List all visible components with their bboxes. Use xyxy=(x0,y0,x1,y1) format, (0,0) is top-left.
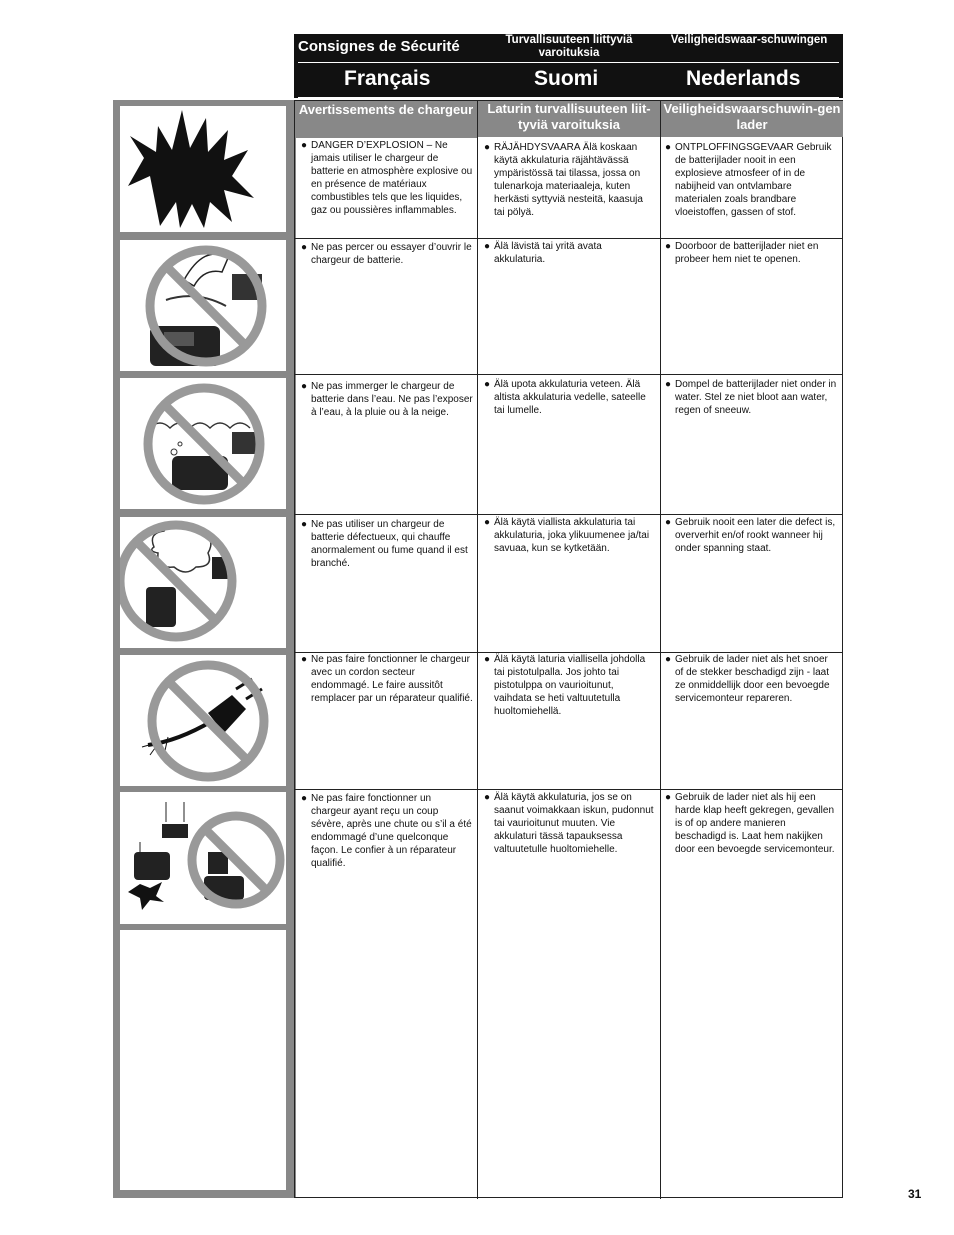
icon-cell-3 xyxy=(120,378,286,509)
icon-column xyxy=(113,100,296,1198)
row-6-fr: ● Ne pas faire fonctionner un chargeur ayant reçu un coup sévère, après une chute ou s’il a été endommagé d’une quelconque façon. Le confier à un réparateur qualifié. xyxy=(301,793,472,869)
explosion-icon xyxy=(120,106,286,232)
column-divider xyxy=(477,101,478,1199)
row-divider xyxy=(295,514,842,515)
row-3-fr: ● Ne pas immerger le chargeur de batterie dans l’eau. Ne pas l’exposer à l’eau, à la pluie ou à la neige. xyxy=(301,381,473,418)
row-4-fi: ● Älä käytä viallista akkulaturia tai akkulaturia, joka ylikuumenee ja/tai savuaa, kun se kytketään. xyxy=(484,517,650,554)
row-4-fr: ● Ne pas utiliser un chargeur de batterie défectueux, qui chauffe anormalement ou fume quand il est branché. xyxy=(301,519,468,569)
icon-cell-5 xyxy=(120,655,286,786)
language-finnish: Suomi xyxy=(534,67,599,90)
row-1-fi: ● RÄJÄHDYSVAARA Älä koskaan käytä akkulaturia räjähtävässä ympäristössä tai tilassa, jossa on tulenarkoja materiaaleja, kuten herkästi syttyviä nesteitä, kaasuja tai pölyä. xyxy=(484,142,643,218)
language-dutch: Nederlands xyxy=(686,67,801,90)
header-title-fi: Turvallisuuteen liittyviä varoituksia xyxy=(505,34,633,59)
row-divider xyxy=(295,238,842,239)
header-title-nl: Veiligheidswaar-schuwingen xyxy=(670,34,828,46)
no-water-icon xyxy=(120,378,286,509)
column-header-nl: Veiligheidswaarschuwin-gen lader xyxy=(661,101,843,137)
column-header-fr: Avertissements de chargeur xyxy=(295,101,477,138)
language-french: Français xyxy=(344,67,431,90)
row-5-nl: ● Gebruik de lader niet als het snoer of de stekker beschadigd zijn - laat ze onmiddellijk door een bevoegde servicemonteur repareren. xyxy=(665,654,830,704)
no-open-charger-icon xyxy=(120,240,286,371)
language-strip xyxy=(298,62,839,98)
row-1-fr: ● DANGER D’EXPLOSION – Ne jamais utiliser le chargeur de batterie en atmosphère explosive ou en présence de matériaux combustibles tels que les liquides, gaz ou poussières inflammables. xyxy=(301,140,473,216)
no-dropped-charger-icon xyxy=(120,792,286,924)
icon-column-filler xyxy=(120,930,286,1190)
row-5-fr: ● Ne pas faire fonctionner le chargeur avec un cordon secteur endommagé. Le faire aussitôt remplacer par un réparateur qualifié. xyxy=(301,654,473,704)
row-6-nl: ● Gebruik de lader niet als hij een harde klap heeft gekregen, gevallen is of op andere manieren beschadigd is. Laat hem nakijken door een bevoegde servicemonteur. xyxy=(665,792,835,855)
icon-cell-1 xyxy=(120,106,286,232)
page-number: 31 xyxy=(908,1187,922,1201)
no-damaged-cord-icon xyxy=(120,655,286,786)
language-header xyxy=(294,34,843,98)
icon-cell-6 xyxy=(120,792,286,924)
row-1-nl: ● ONTPLOFFINGSGEVAAR Gebruik de batterijlader nooit in een explosieve atmosfeer of in de nabijheid van ontvlambare materialen zoals brandbare vloeistoffen, gassen of stof. xyxy=(665,142,832,218)
row-6-fi: ● Älä käytä akkulaturia, jos se on saanut voimakkaan iskun, pudonnut tai vaurioitunut muuten. Vie akkulaturi tässä tapauksessa valtuutetulle huoltomiehelle. xyxy=(484,792,654,855)
column-header-fi: Laturin turvallisuuteen liit-tyviä varoituksia xyxy=(478,101,660,137)
safety-table xyxy=(294,100,843,1198)
row-3-nl: ● Dompel de batterijlader niet onder in water. Stel ze niet bloot aan water, regen of sneeuw. xyxy=(665,379,837,416)
row-divider xyxy=(295,789,842,790)
row-3-fi: ● Älä upota akkulaturia veteen. Älä altista akkulaturia vedelle, sateelle tai lumelle. xyxy=(484,379,646,416)
row-2-fr: ● Ne pas percer ou essayer d’ouvrir le chargeur de batterie. xyxy=(301,242,472,266)
row-2-nl: ● Doorboor de batterijlader niet en probeer hem niet te openen. xyxy=(665,241,819,265)
column-divider xyxy=(660,101,661,1199)
row-4-nl: ● Gebruik nooit een later die defect is, oververhit en/of rookt wanneer hij onder spanning staat. xyxy=(665,517,836,554)
header-title-fr: Consignes de Sécurité xyxy=(298,38,460,55)
header-titles xyxy=(294,34,843,60)
row-5-fi: ● Älä käytä laturia viallisella johdolla tai pistotulpalla. Jos johto tai pistotulppa on vaurioitunut, vaihdata se heti valtuutetulla huoltomiehellä. xyxy=(484,654,646,717)
row-2-fi: ● Älä lävistä tai yritä avata akkulaturia. xyxy=(484,241,602,265)
row-divider xyxy=(295,374,842,375)
icon-cell-4 xyxy=(120,517,286,648)
icon-cell-2 xyxy=(120,240,286,371)
no-smoking-charger-icon xyxy=(120,517,286,648)
